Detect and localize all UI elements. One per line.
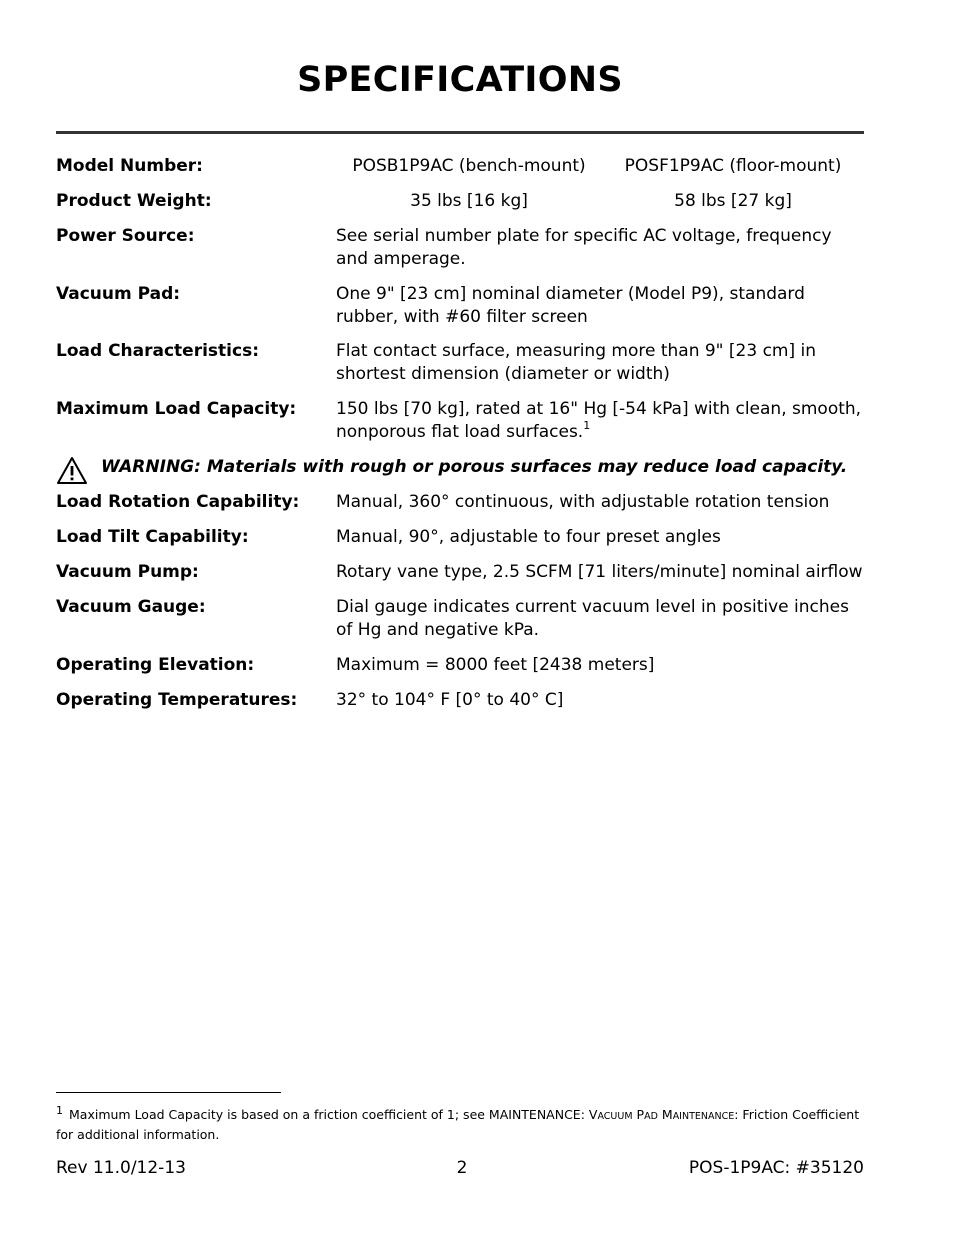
footnote-reference: 1 [583, 419, 591, 432]
spec-row-gauge [56, 596, 864, 642]
spec-value: Dial gauge indicates current vacuum level in positive inches of Hg and negative kPa. [336, 597, 849, 640]
small-caps-rest: ACUUM [597, 1111, 633, 1122]
spec-label: Load Characteristics: [56, 341, 259, 361]
spec-label: Vacuum Gauge: [56, 597, 206, 617]
model-floor-mount: POSF1P9AC (floor-mount) [624, 156, 842, 176]
footnote-text-end: : Friction Coefficient for additional information. [56, 1107, 860, 1142]
spec-value [336, 398, 864, 444]
title-divider [56, 131, 864, 134]
footer-document-id: POS-1P9AC: #35120 [688, 1158, 864, 1178]
footnote-text: Maximum Load Capacity is based on a friction coefficient of 1; see MAINTENANCE: [69, 1107, 589, 1122]
footnote [56, 1106, 868, 1144]
spec-value: Manual, 90°, adjustable to four preset angles [336, 527, 721, 547]
spec-value: See serial number plate for specific AC voltage, frequency and amperage. [336, 226, 832, 269]
warning-text: WARNING: Materials with rough or porous surfaces may reduce load capacity. [101, 457, 848, 477]
footnote-number: 1 [56, 1104, 63, 1117]
weight-floor-mount: 58 lbs [27 kg] [674, 191, 792, 211]
page-title: SPECIFICATIONS [297, 60, 623, 100]
spec-value: Maximum = 8000 feet [2438 meters] [336, 655, 655, 675]
small-caps-initial: P [636, 1107, 645, 1122]
small-caps-rest: AD [644, 1111, 658, 1122]
spec-label: Maximum Load Capacity: [56, 399, 297, 419]
spec-row-vacuum-pad [56, 283, 864, 329]
spec-row-elevation [56, 654, 864, 677]
spec-value: One 9" [23 cm] nominal diameter (Model P9), standard rubber, with #60 filter screen [336, 284, 805, 327]
spec-label: Load Tilt Capability: [56, 527, 249, 547]
weight-bench-mount: 35 lbs [16 kg] [410, 191, 528, 211]
small-caps-initial: M [661, 1107, 673, 1122]
spec-label: Product Weight: [56, 191, 212, 211]
spec-row-rotation [56, 491, 864, 514]
spec-label: Load Rotation Capability: [56, 492, 300, 512]
spec-value: Manual, 360° continuous, with adjustable rotation tension [336, 492, 830, 512]
spec-row-weight [56, 190, 864, 213]
spec-row-temperatures [56, 689, 864, 712]
spec-value: 32° to 104° F [0° to 40° C] [336, 690, 564, 710]
spec-label: Vacuum Pad: [56, 284, 181, 304]
spec-label: Model Number: [56, 156, 203, 176]
small-caps-rest: AINTENANCE [672, 1111, 735, 1122]
spec-row-max-load [56, 398, 864, 444]
max-load-text: 150 lbs [70 kg], rated at 16" Hg [-54 kPa] with clean, smooth, nonporous flat load surfaces. [336, 399, 862, 442]
spec-row-power [56, 225, 864, 271]
spec-row-pump [56, 561, 864, 584]
small-caps-initial: V [588, 1107, 598, 1122]
footnote-divider [56, 1092, 281, 1093]
spec-value: Rotary vane type, 2.5 SCFM [71 liters/minute] nominal airflow [336, 562, 863, 582]
spec-row-load-characteristics [56, 340, 864, 386]
warning-callout [56, 455, 864, 485]
footer-revision: Rev 11.0/12-13 [56, 1158, 186, 1178]
spec-label: Power Source: [56, 226, 195, 246]
spec-value: Flat contact surface, measuring more than 9" [23 cm] in shortest dimension (diameter or width) [336, 341, 817, 384]
warning-triangle-icon [56, 455, 88, 485]
model-bench-mount: POSB1P9AC (bench-mount) [352, 156, 586, 176]
spec-row-model [56, 155, 864, 178]
spec-label: Vacuum Pump: [56, 562, 199, 582]
spec-row-tilt [56, 526, 864, 549]
spec-label: Operating Temperatures: [56, 690, 298, 710]
footer-page-number: 2 [456, 1158, 468, 1178]
spec-label: Operating Elevation: [56, 655, 255, 675]
